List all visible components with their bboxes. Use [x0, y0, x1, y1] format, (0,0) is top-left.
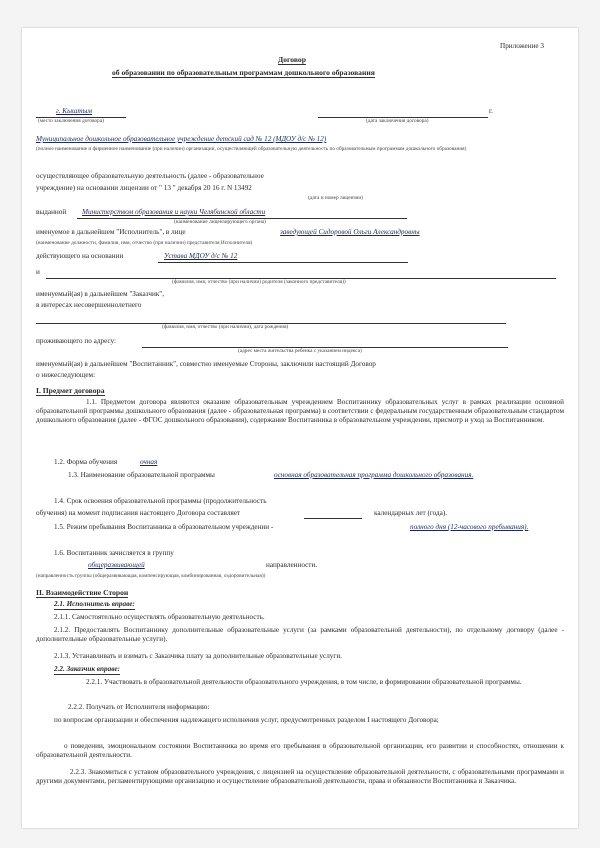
paragraph-2-2-1: 2.2.1. Участвовать в образовательной деятельности образовательного учреждения, в том числе, в формировании образовательной программы.: [86, 678, 522, 686]
form-value: очная: [140, 458, 158, 466]
term-line-2: обучения) на момент подписания настоящего Договора составляет: [36, 509, 241, 517]
acting-prefix: действующего на основании: [36, 252, 124, 260]
executor-person: заведующей Сидоровой Ольги Александровны: [280, 228, 420, 236]
mode-value: полного дня (12-часового пребывания).: [410, 523, 529, 531]
program-value: основная образовательная программа дошкольного образования.: [274, 471, 474, 479]
paragraph-2-2-2b: о поведении, эмоциональном состоянии Воспитанника во время его пребывания в образовательной организации, его развитии и способностях, отношении к образовательной деятельности.: [36, 742, 564, 759]
customer-line: именуемый(ая) в дальнейшем "Заказчик",: [36, 290, 165, 298]
term-suffix: календарных лет (года).: [374, 509, 448, 517]
place-hint: (место заключения договора): [38, 118, 104, 124]
executor-hint: (наименование должности, фамилия, имя, отчество (при наличии) представителя Исполнителя): [36, 240, 253, 246]
year-suffix: г.: [489, 107, 493, 115]
appendix-label: Приложение 3: [500, 42, 544, 50]
acting-basis: Устава МДОУ д/с № 12: [164, 252, 238, 260]
paragraph-2-1-3: 2.1.3. Устанавливать и взимать с Заказчика плату за дополнительные образовательные услуги.: [54, 652, 342, 660]
acting-line: [158, 262, 408, 263]
paragraph-2-2-3: 2.2.3. Знакомиться с уставом образовательного учреждения, с лицензией на осуществление образовательной деятельности, с образовательными программами и другими документами, регламентирующими организацию и осуществление образовательной деятельности, права и обязанности Воспитанника и Заказчика.: [36, 768, 564, 785]
executor-rights-title: 2.1. Исполнитель вправе:: [54, 600, 135, 608]
mode-label: 1.5. Режим пребывания Воспитанника в образовательном учреждении -: [54, 523, 274, 531]
license-line: учреждение) на основании лицензии от " 13 " декабря 20 16 г. N 13492: [36, 184, 252, 192]
paragraph-2-1-2: 2.1.2. Предоставлять Воспитаннику дополнительные образовательные услуги (за рамками образовательной деятельности), по отдельному договору (далее - дополнительные образовательные услуги).: [36, 626, 564, 643]
group-label: 1.6. Воспитанник зачисляется в группу: [54, 549, 174, 557]
document-title: Договор: [278, 55, 306, 64]
and-prefix: и: [36, 268, 40, 276]
issued-by: Министерством образования и науки Челябинской области: [82, 208, 266, 216]
program-label: 1.3. Наименование образовательной программы: [68, 471, 215, 479]
paragraph-2-2-2a: по вопросам организации и обеспечения надлежащего исполнения услуг, предусмотренных разделом I настоящего Договора;: [54, 716, 439, 724]
form-label: 1.2. Форма обучения: [54, 458, 118, 466]
date-hint: (дата заключения договора): [366, 118, 429, 124]
child-hint: (фамилия, имя, отчество (при наличии), дата рождения): [162, 324, 289, 330]
paragraph-1-1: 1.1. Предметом договора являются оказание образовательным учреждением Воспитаннику образовательных услуг в рамках реализации основной образовательной программы дошкольного образования (далее - образовательная программа) в соответствии с федеральным государственным образовательным стандартом дошкольного образования (далее - ФГОС дошкольного образования), содержание Воспитанника в образовательном учреждении, присмотр и уход за Воспитанником.: [36, 398, 564, 424]
term-value-line: [304, 518, 362, 519]
section-1-title: I. Предмет договора: [36, 386, 105, 395]
group-value: общеразвивающей: [88, 561, 145, 569]
group-hint: (направленность группы (общеразвивающая, компенсирующая, комбинированная, оздоровительная)): [36, 573, 266, 579]
org-hint: (полное наименование и фирменное наименование (при наличии) организации, осуществляющей образовательную деятельность по образовательным программам дошкольного образования): [36, 146, 467, 152]
document-page: [22, 28, 578, 828]
section-2-title: II. Взаимодействие Сторон: [36, 588, 129, 597]
address-prefix: проживающего по адресу:: [36, 337, 117, 345]
issued-hint: (наименование лицензирующего органа): [174, 219, 266, 225]
issued-prefix: выданной: [36, 208, 67, 216]
paragraph-2-1-1: 2.1.1. Самостоятельно осуществлять образовательную деятельность.: [54, 613, 265, 621]
interest-line: в интересах несовершеннолетнего: [36, 301, 142, 309]
place-value: г. Кыштым: [56, 107, 93, 115]
group-suffix: направленности.: [266, 561, 318, 569]
pupil-line: именуемый(ая) в дальнейшем "Воспитанник", совместно именуемые Стороны, заключили настоящий Договор: [36, 360, 376, 368]
document-subtitle: об образовании по образовательным программам дошкольного образования: [112, 68, 375, 77]
executor-prefix: именуемое в дальнейшем "Исполнитель", в лице: [36, 228, 186, 236]
customer-rights-title: 2.2. Заказчик вправе:: [54, 665, 120, 673]
org-name: Муниципальное дошкольное образовательное учреждение детский сад № 12 (МДОУ д/с № 12): [36, 135, 327, 143]
term-line-1: 1.4. Срок освоения образовательной программы (продолжительность: [54, 497, 267, 505]
parent-hint: (фамилия, имя, отчество (при наличии) родителя (законного представителя)): [172, 279, 346, 285]
paragraph-2-2-2: 2.2.2. Получать от Исполнителя информацию:: [68, 703, 210, 711]
activity-line: осуществляющее образовательную деятельность (далее - образовательное: [36, 172, 264, 180]
license-hint: (дата и номер лицензии): [308, 195, 363, 201]
pupil-line-2: о нижеследующем:: [36, 371, 96, 379]
address-hint: (адрес места жительства ребенка с указанием индекса): [238, 348, 362, 354]
